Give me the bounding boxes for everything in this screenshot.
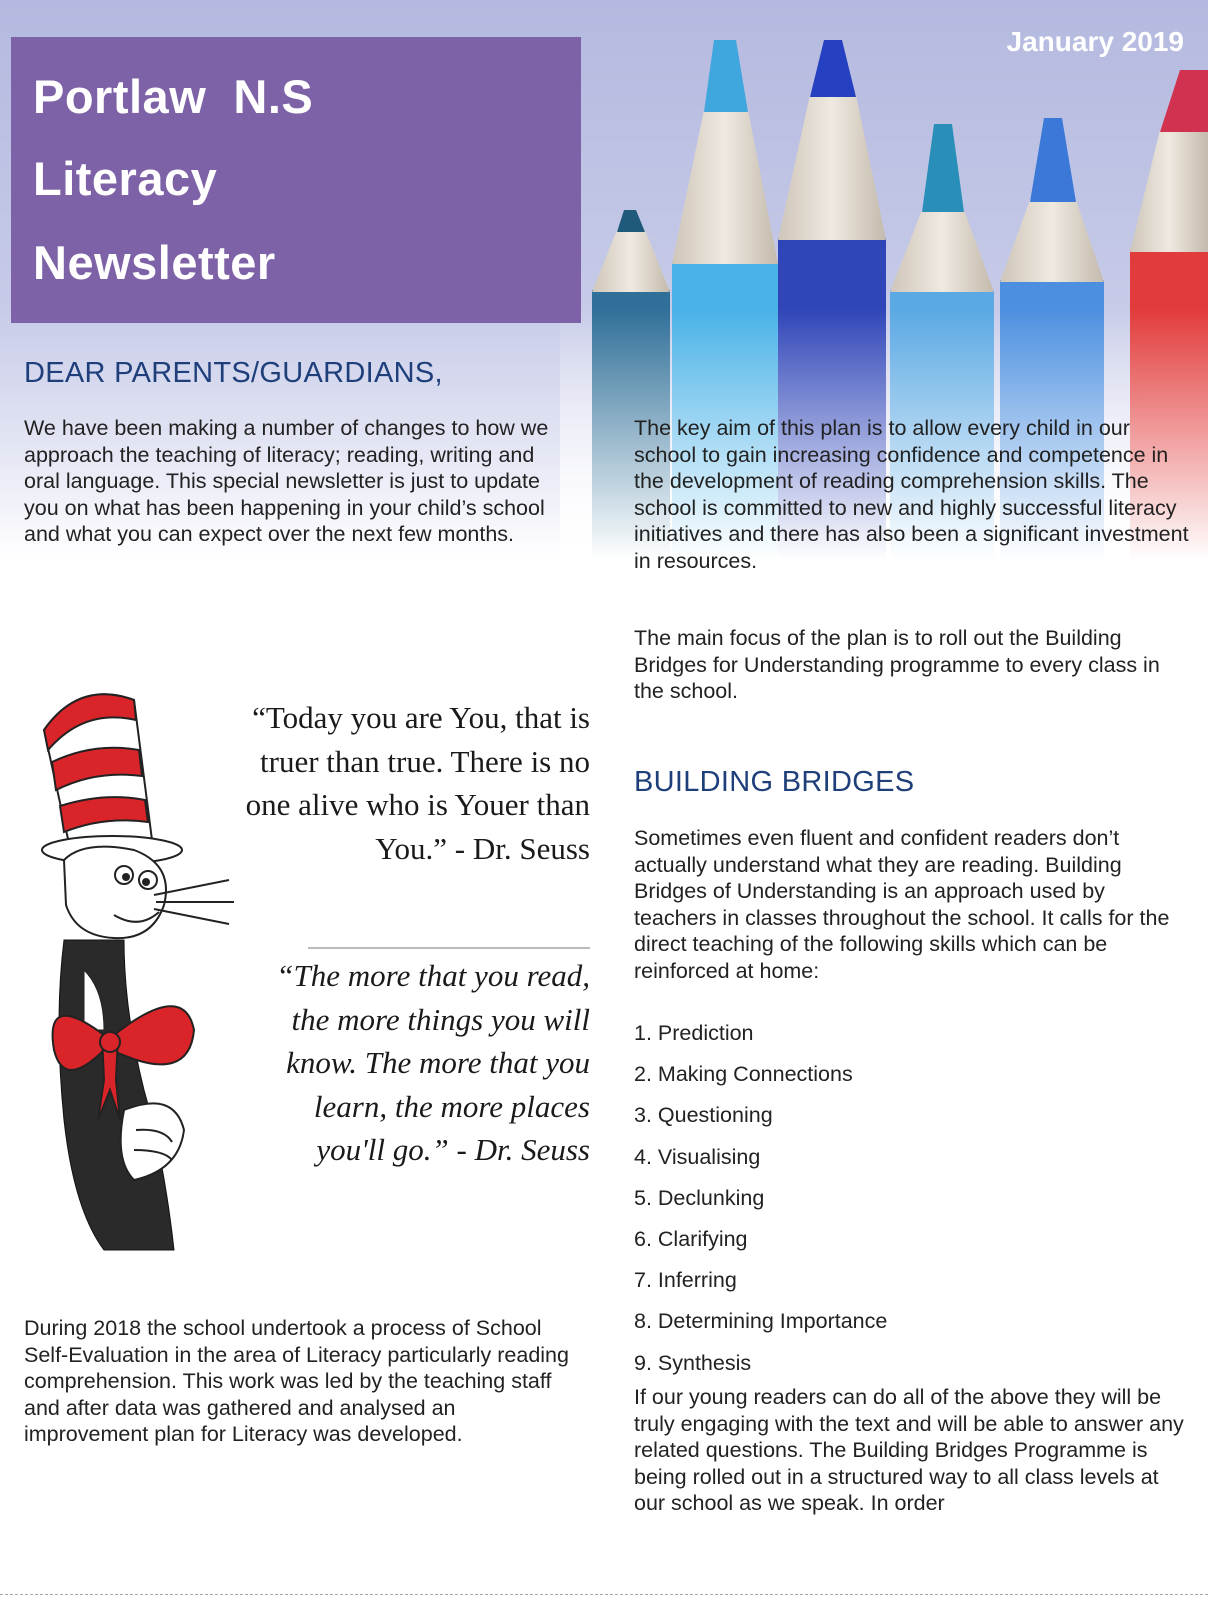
skill-item: 6. Clarifying bbox=[634, 1226, 748, 1251]
closing-paragraph: If our young readers can do all of the above they will be truly engaging with the text and will be able to answer any related questions. The Building Bridges Programme is being rolled out in a structured way to all class levels at our school as we speak. In order bbox=[634, 1385, 1184, 1515]
greeting-heading: DEAR PARENTS/GUARDIANS, bbox=[24, 357, 443, 389]
dr-seuss-quote-image bbox=[24, 690, 590, 1258]
skill-item: 9. Synthesis bbox=[634, 1350, 752, 1375]
title-line-school: Portlaw N.S bbox=[33, 70, 314, 123]
quote-today-you-are-you: “Today you are You, that is truer than true. There is no one alive who is Youer than You.” - Dr. Seuss bbox=[245, 700, 590, 866]
skill-item: 1. Prediction bbox=[634, 1021, 754, 1045]
title-line-newsletter: Newsletter bbox=[33, 236, 276, 289]
skill-item: 2. Making Connections bbox=[634, 1062, 853, 1087]
plan-aim-paragraph: The key aim of this plan is to allow every child in our school to gain increasing confidence and competence in the development of reading comprehension skills. The school is committed to new and highly successful literacy initiatives and there has also been a significant investment in resources. bbox=[634, 416, 1189, 573]
skill-item: 4. Visualising bbox=[634, 1144, 761, 1169]
intro-paragraph: We have been making a number of changes to how we approach the teaching of literacy; reading, writing and oral language. This special newsletter is just to update you on what has been happening in your child’s school and what you can expect over the next few months. bbox=[24, 416, 549, 546]
self-evaluation-paragraph: During 2018 the school undertook a process of School Self-Evaluation in the area of Literacy particularly reading comprehension. This work was led by the teaching staff and after data was gathered and analysed an improvement plan for Literacy was developed. bbox=[24, 1316, 569, 1446]
skill-item: 7. Inferring bbox=[634, 1268, 737, 1293]
title-line-literacy: Literacy bbox=[33, 152, 218, 205]
plan-focus-paragraph: The main focus of the plan is to roll out the Building Bridges for Understanding programme to every class in the school. bbox=[634, 626, 1160, 703]
skill-item: 3. Questioning bbox=[634, 1103, 773, 1128]
newsletter-title-box bbox=[11, 37, 581, 323]
cat-in-the-hat-illustration bbox=[24, 690, 254, 1258]
quote-the-more-that-you-read: “The more that you read, the more things you will know. The more that you learn, the more places you'll go.” - Dr. Seuss bbox=[276, 958, 590, 1167]
skill-item: 5. Declunking bbox=[634, 1185, 765, 1210]
building-bridges-heading: BUILDING BRIDGES bbox=[634, 766, 915, 798]
building-bridges-intro: Sometimes even fluent and confident readers don’t actually understand what they are reading. Building Bridges of Understanding is an approach used by teachers in classes throughout the school. It calls for the direct teaching of the following skills which can be reinforced at home: bbox=[634, 826, 1170, 983]
skill-item: 8. Determining Importance bbox=[634, 1309, 888, 1334]
issue-date: January 2019 bbox=[1006, 26, 1184, 57]
skills-list bbox=[634, 1020, 887, 1391]
page-bottom-rule bbox=[0, 1594, 1208, 1595]
quote-divider bbox=[308, 947, 590, 949]
